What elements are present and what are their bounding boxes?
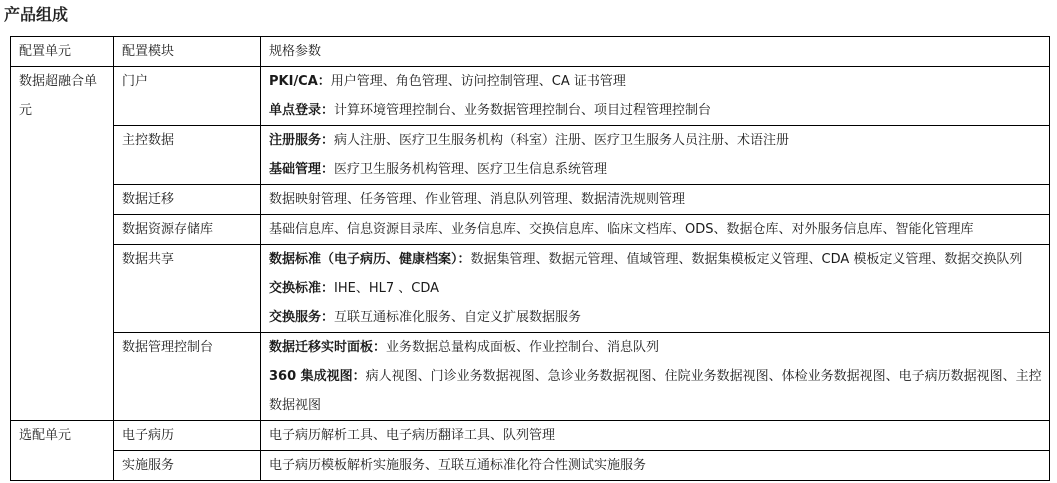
- spec-line-text: 用户管理、角色管理、访问控制管理、CA 证书管理: [330, 74, 626, 89]
- spec-line-label: 注册服务：: [269, 133, 335, 148]
- spec-line-label: PKI/CA：: [269, 74, 331, 89]
- module-cell: 电子病历: [114, 421, 261, 451]
- module-cell: 主控数据: [114, 126, 261, 185]
- spec-line: [269, 274, 1043, 303]
- spec-line-label: 单点登录：: [269, 103, 335, 118]
- spec-line-text: 计算环境管理控制台、业务数据管理控制台、项目过程管理控制台: [334, 103, 712, 118]
- spec-line-label: 交换服务：: [269, 310, 335, 325]
- spec-line-text: 电子病历解析工具、电子病历翻译工具、队列管理: [269, 428, 556, 443]
- spec-line: [269, 96, 1043, 125]
- module-cell: 数据管理控制台: [114, 333, 261, 421]
- table-row: [11, 451, 1050, 481]
- header-config-module: 配置模块: [114, 37, 261, 67]
- spec-cell: [261, 245, 1050, 333]
- spec-line-text: 电子病历模板解析实施服务、互联互通标准化符合性测试实施服务: [269, 458, 647, 473]
- module-cell: 门户: [114, 67, 261, 126]
- page-title: 产品组成: [4, 5, 69, 24]
- spec-line-text: 医疗卫生服务机构管理、医疗卫生信息系统管理: [334, 162, 608, 177]
- spec-cell: [261, 67, 1050, 126]
- spec-cell: [261, 185, 1050, 215]
- product-composition-table: [10, 36, 1050, 481]
- spec-line-label: 交换标准：: [269, 281, 335, 296]
- spec-line-text: 数据集管理、数据元管理、值域管理、数据集模板定义管理、CDA 模板定义管理、数据交换队列: [470, 252, 1023, 267]
- spec-line-text: 病人注册、医疗卫生服务机构（科室）注册、医疗卫生服务人员注册、术语注册: [334, 133, 790, 148]
- spec-line: [269, 67, 1043, 96]
- spec-line: [269, 245, 1043, 274]
- table-row: [11, 421, 1050, 451]
- spec-line-label: 基础管理：: [269, 162, 335, 177]
- header-config-unit: 配置单元: [11, 37, 114, 67]
- table-header-row: [11, 37, 1050, 67]
- table-row: [11, 126, 1050, 185]
- spec-line-text: IHE、HL7 、CDA: [334, 281, 440, 296]
- spec-line: [269, 362, 1043, 420]
- spec-cell: [261, 333, 1050, 421]
- spec-line: [269, 421, 1043, 450]
- table-row: [11, 67, 1050, 126]
- table-row: [11, 245, 1050, 333]
- unit-cell: 数据超融合单元: [11, 67, 114, 421]
- spec-line-label: 数据迁移实时面板：: [269, 340, 387, 355]
- spec-line: [269, 155, 1043, 184]
- spec-line: [269, 126, 1043, 155]
- spec-line: [269, 333, 1043, 362]
- spec-line-text: 互联互通标准化服务、自定义扩展数据服务: [334, 310, 582, 325]
- spec-line-label: 数据标准（电子病历、健康档案）：: [269, 252, 471, 267]
- unit-cell: 选配单元: [11, 421, 114, 481]
- spec-line-text: 业务数据总量构成面板、作业控制台、消息队列: [386, 340, 660, 355]
- module-cell: 数据资源存储库: [114, 215, 261, 245]
- spec-cell: [261, 126, 1050, 185]
- spec-cell: [261, 421, 1050, 451]
- spec-cell: [261, 451, 1050, 481]
- spec-cell: [261, 215, 1050, 245]
- spec-line: [269, 185, 1043, 214]
- spec-line: [269, 303, 1043, 332]
- header-spec-params: 规格参数: [261, 37, 1050, 67]
- module-cell: 数据迁移: [114, 185, 261, 215]
- spec-line: [269, 451, 1043, 480]
- spec-line-label: 360 集成视图：: [269, 369, 366, 384]
- spec-line-text: 基础信息库、信息资源目录库、业务信息库、交换信息库、临床文档库、ODS、数据仓库、对外服务信息库、智能化管理库: [269, 222, 974, 237]
- spec-line-text: 数据映射管理、任务管理、作业管理、消息队列管理、数据清洗规则管理: [269, 192, 686, 207]
- spec-line: [269, 215, 1043, 244]
- spec-line-text: 病人视图、门诊业务数据视图、急诊业务数据视图、住院业务数据视图、体检业务数据视图、电子病历数据视图、主控数据视图: [269, 369, 1042, 413]
- module-cell: 数据共享: [114, 245, 261, 333]
- table-row: [11, 333, 1050, 421]
- module-cell: 实施服务: [114, 451, 261, 481]
- table-row: [11, 215, 1050, 245]
- table-row: [11, 185, 1050, 215]
